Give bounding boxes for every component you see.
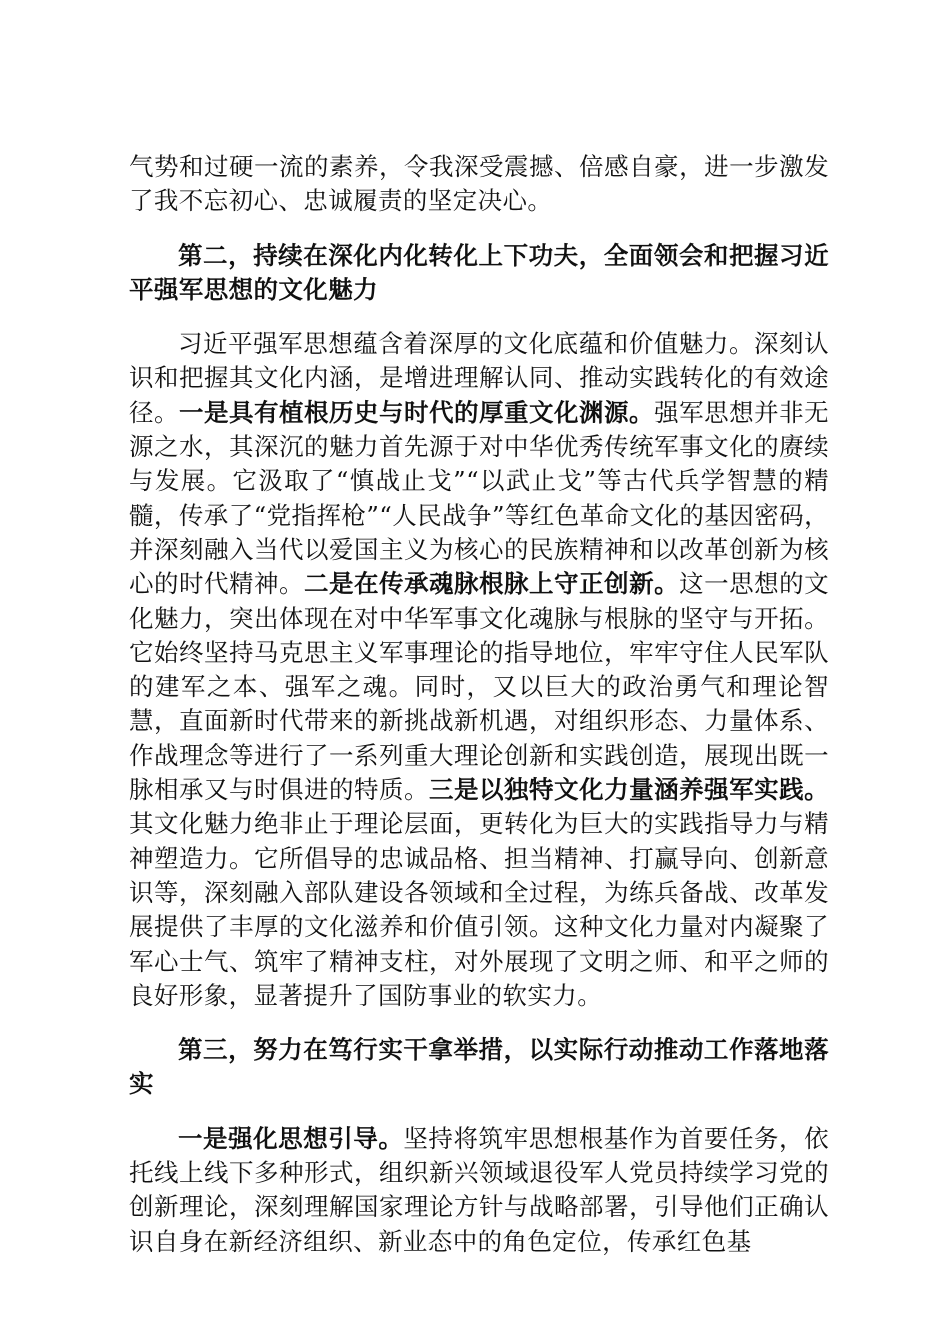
section-3-point-1-title: 一是强化思想引导。 (178, 1123, 404, 1153)
section-2-point-3-text: 其文化魅力绝非止于理论层面，更转化为巨大的实践指导力与精神塑造力。它所倡导的忠诚品格、担当精神、打赢导向、创新意识等，深刻融入部队建设各领域和全过程，为练兵备战、改革发展提供了丰厚的文化滋养和价值引领。这种文化力量对内凝聚了军心士气、筑牢了精神支柱，对外展现了文明之师、和平之师的良好形象，显著提升了国防事业的软实力。 (129, 809, 829, 1010)
section-3-paragraph (129, 1122, 829, 1259)
section-2-intro: 习近平强军思想蕴含着深厚的文化底蕴和价值魅力。深刻认识和把握其文化内涵，是增进理解认同、推动实践转化的有效途径。 (129, 329, 829, 427)
section-3-point-1-text: 坚持将筑牢思想根基作为首要任务，依托线上线下多种形式，组织新兴领域退役军人党员持续学习党的创新理论，深刻理解国家理论方针与战略部署，引导他们正确认识自身在新经济组织、新业态中的角色定位，传承红色基 (129, 1123, 829, 1256)
section-2-paragraph (129, 327, 829, 1013)
section-2-point-2-title: 二是在传承魂脉根脉上守正创新。 (304, 569, 680, 599)
section-2-point-3-title: 三是以独特文化力量涵养强军实践。 (429, 775, 829, 805)
section-heading-2: 第二，持续在深化内化转化上下功夫，全面领会和把握习近平强军思想的文化魅力 (129, 240, 829, 304)
paragraph-continuation: 气势和过硬一流的素养，令我深受震撼、倍感自豪，进一步激发了我不忘初心、忠诚履责的坚定决心。 (129, 152, 829, 216)
section-heading-3: 第三，努力在笃行实干拿举措，以实际行动推动工作落地落实 (129, 1035, 829, 1099)
document-page (129, 150, 829, 1259)
section-2-point-1-title: 一是具有植根历史与时代的厚重文化渊源。 (179, 397, 655, 427)
section-2-point-2-text: 这一思想的文化魅力，突出体现在对中华军事文化魂脉与根脉的坚守与开拓。它始终坚持马克思主义军事理论的指导地位，牢牢守住人民军队的建军之本、强军之魂。同时，又以巨大的政治勇气和理论智慧，直面新时代带来的新挑战新机遇，对组织形态、力量体系、作战理念等进行了一系列重大理论创新和实践创造，展现出既一脉相承又与时俱进的特质。 (129, 569, 829, 805)
section-2-point-1-text: 强军思想并非无源之水，其深沉的魅力首先源于对中华优秀传统军事文化的赓续与发展。它汲取了“慎战止戈”“以武止戈”等古代兵学智慧的精髓，传承了“党指挥枪”“人民战争”等红色革命文化的基因密码，并深刻融入当代以爱国主义为核心的民族精神和以改革创新为核心的时代精神。 (129, 397, 829, 599)
